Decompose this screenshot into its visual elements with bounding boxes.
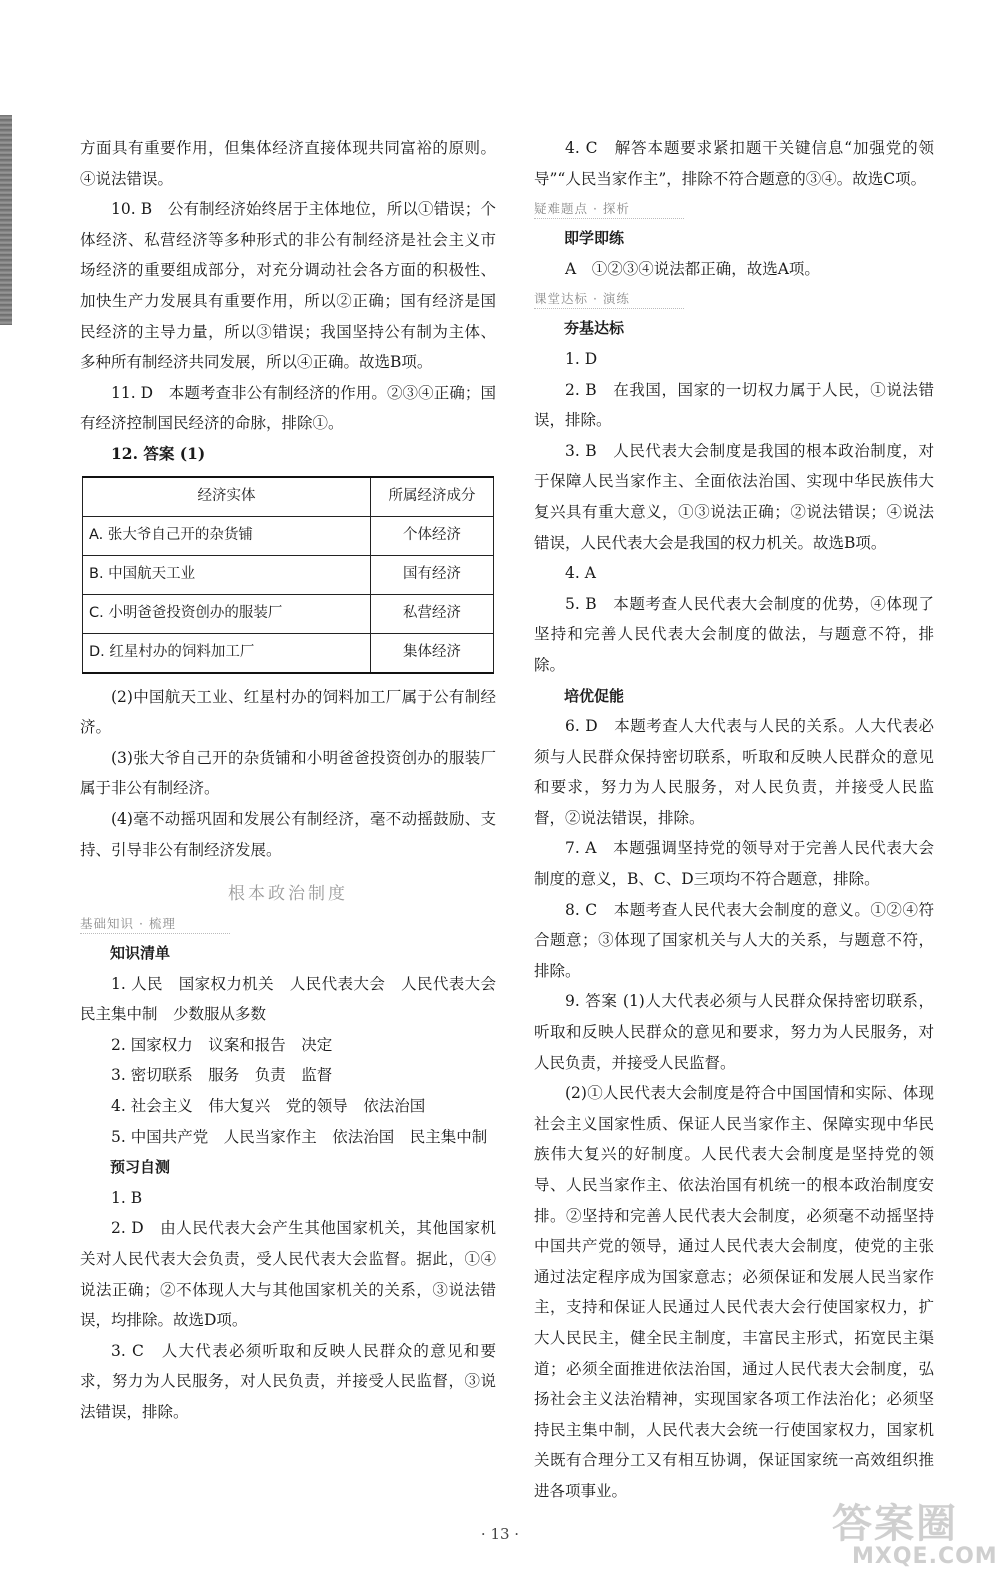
table-header: 经济实体 [83,477,371,517]
answer-item: 2. B 在我国，国家的一切权力属于人民，①说法错误，排除。 [534,380,934,430]
subheading: 知识清单 [110,944,171,963]
table-cell: 国有经济 [371,555,494,594]
table-cell: B. 中国航天工业 [83,555,371,594]
table-row [83,594,494,633]
subheading: 即学即练 [564,229,625,248]
knowledge-item: 1. 人民 国家权力机关 人民代表大会 人民代表大会 民主集中制 少数服从多数 [80,974,512,1024]
table-cell: 私营经济 [371,594,494,633]
answer-item: A ①②③④说法都正确，故选A项。 [565,259,820,278]
watermark-logo [832,1492,998,1572]
answer-item: 1. D [565,349,598,368]
knowledge-item: 3. 密切联系 服务 负责 监督 [111,1066,333,1085]
subheading: 夯基达标 [564,319,625,338]
subheading: 预习自测 [110,1158,171,1177]
answer-item: 5. B 本题考查人民代表大会制度的优势，④体现了坚持和完善人民代表大会制度的做法，与题意不符，排除。 [534,594,934,674]
section-banner: 疑难题点 · 探析 [534,200,684,219]
table-cell: 个体经济 [371,516,494,555]
answer-item: 6. D 本题考查人大代表与人民的关系。人大代表必须与人民群众保持密切联系，听取和反映人民群众的意见和要求，努力为人民服务，对人民负责，并接受人民监督，②说法错误，排除。 [534,717,934,827]
table-cell: A. 张大爷自己开的杂货铺 [83,516,371,555]
knowledge-item: 4. 社会主义 伟大复兴 党的领导 依法治国 [111,1097,426,1116]
answer-11: 11. D 本题考查非公有制经济的作用。②③④正确；国有经济控制国民经济的命脉，排除①。 [80,383,496,433]
answer-item: (2)①人民代表大会制度是符合中国国情和实际、体现社会主义国家性质、保证人民当家作主、保障实现中华民族伟大复兴的好制度。人民代表大会制度是坚持党的领导、人民当家作主、依法治国有机统一的根本政治制度安排。②坚持和完善人民代表大会制度，必须毫不动摇坚持中国共产党的领导，通过人民代表大会制度，使党的主张通过法定程序成为国家意志；必须保证和发展人民当家作主，支持和保证人民通过人民代表大会行使国家权力，扩大人民民主，健全民主制度，丰富民主形式，拓宽民主渠道；必须全面推进依法治国，通过人民代表大会制度，弘扬社会主义法治精神，实现国家各项工作法治化；必须坚持民主集中制，人民代表大会统一行使国家权力，国家机关既有合理分工又有相互协调，保证国家统一高效组织推进各项事业。 [534,1084,934,1500]
table-cell: D. 红星村办的饲料加工厂 [83,633,371,673]
answer-item: 3. C 人大代表必须听取和反映人民群众的意见和要求，努力为人民服务，对人民负责，并接受人民监督，③说法错误，排除。 [80,1341,496,1421]
binding-edge [0,115,12,325]
table-cell: C. 小明爸爸投资创办的服装厂 [83,594,371,633]
table-header-row [83,477,494,517]
table-cell: 集体经济 [371,633,494,673]
page-number: · 13 · [480,1525,520,1543]
knowledge-item: 5. 中国共产党 人民当家作主 依法治国 民主集中制 [111,1127,488,1146]
table-row [83,633,494,673]
paragraph: 方面具有重要作用，但集体经济直接体现共同富裕的原则。④说法错误。 [80,139,496,188]
table-header: 所属经济成分 [371,477,494,517]
watermark-text: 答案圈 [832,1501,958,1547]
answer-10: 10. B 公有制经济始终居于主体地位，所以①错误；个体经济、私营经济等多种形式的非公有制经济是社会主义市场经济的重要组成部分，对充分调动社会各方面的积极性、加快生产力发展具有重要作用，所以②正确；国有经济是国民经济的主导力量，所以③错误；我国坚持公有制为主体、多种所有制经济共同发展，所以④正确。故选B项。 [80,200,496,372]
left-column [80,133,512,1428]
answer-item: 1. B [111,1188,143,1207]
watermark-url: MXQE.COM [852,1544,998,1569]
answer-12-part3: (3)张大爷自己开的杂货铺和小明爸爸投资创办的服装厂属于非公有制经济。 [80,748,496,798]
answer-item: 3. B 人民代表大会制度是我国的根本政治制度，对于保障人民当家作主、全面依法治国、实现中华民族伟大复兴具有重大意义，①③说法正确；②说法错误；④说法错误，人民代表大会是我国的权力机关。故选B项。 [534,441,934,552]
answer-item: 8. C 本题考查人民代表大会制度的意义。①②④符合题意；③体现了国家机关与人大的关系，与题意不符，排除。 [534,900,934,980]
table-row [83,555,494,594]
answer-item: 4. A [565,564,596,583]
economy-table [82,476,494,674]
knowledge-item: 2. 国家权力 议案和报告 决定 [111,1035,333,1054]
subheading: 培优促能 [564,686,625,705]
answer-12-part2: (2)中国航天工业、红星村办的饲料加工厂属于公有制经济。 [80,687,496,737]
section-banner: 基础知识 · 梳理 [80,915,230,934]
answer-12-part4: (4)毫不动摇巩固和发展公有制经济，毫不动摇鼓励、支持、引导非公有制经济发展。 [80,809,496,859]
answer-item: 2. D 由人民代表大会产生其他国家机关，其他国家机关对人民代表大会负责，受人民代表大会监督。据此，①④说法正确；②不体现人大与其他国家机关的关系，③说法错误，均排除。故选D项。 [80,1219,496,1330]
table-row [83,516,494,555]
right-column [534,133,934,1507]
section-banner: 课堂达标 · 演练 [534,290,684,309]
answer-item: 9. 答案 (1)人大代表必须与人民群众保持密切联系，听取和反映人民群众的意见和要求，努力为人民服务，对人民负责，并接受人民监督。 [534,992,934,1072]
section-title: 根本政治制度 [228,884,348,905]
answer-item: 7. A 本题强调坚持党的领导对于完善人民代表大会制度的意义，B、C、D三项均不符合题意，排除。 [534,839,934,889]
answer-12-label: 12. 答案 (1) [111,443,206,463]
answer-item: 4. C 解答本题要求紧扣题干关键信息“加强党的领导”“人民当家作主”，排除不符合题意的③④。故选C项。 [534,139,934,188]
